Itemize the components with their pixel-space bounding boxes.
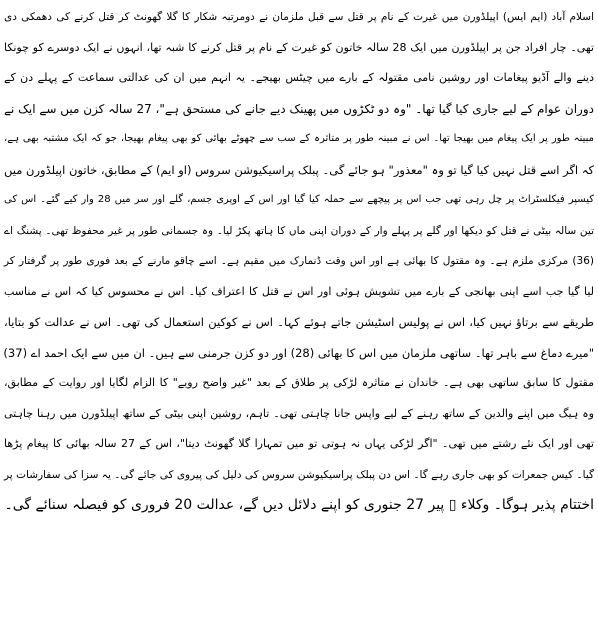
article-line: دوران عوام کے لیے جاری کیا گیا تھا۔ "وہ دو ٹکڑوں میں پھینک دیے جانے کی مستحق ہے"، 27 سالہ کزن میں سے ایک نے	[3, 101, 594, 116]
article-line: لیا گیا جب اسے اپنی بھانجی کے بارے میں تشویش ہوئی اور اس نے قتل کا اعتراف کیا۔ اس نے محسوس کیا کہ اس نے مناسب	[4, 284, 594, 298]
article-line: طریقے سے برتاؤ نہیں کیا، اس نے پولیس اسٹیشن جاتے ہوئے کہا۔ اس نے کوکین استعمال کی تھی۔ اس نے عدالت کو بتایا،	[4, 315, 594, 329]
article-line: مقتول کا سابق ساتھی بھی ہے۔ خاندان نے متاثرہ لڑکی پر طلاق کے بعد "غیر واضح رویے" کا الزام لگایا اور روایت کے مطابق،	[4, 376, 594, 389]
article-line: اسلام آباد (ایم ایس) اپیلڈورن میں غیرت کے نام پر قتل سے قبل ملزمان نے دومرتبہ شکار کا گلا گھونٹ کر قتل کرنے کی دھمکی دی	[4, 11, 594, 23]
article-line: کیسپر فیکلسٹراٹ پر چل رہی تھی جب اس پر پیچھے سے حملہ کیا گیا اور اس کے اوپری جسم، گلے اور سر میں 28 وار کیے گئے۔ اس کی	[4, 194, 594, 205]
article-line: گیا۔ کیس جمعرات کو بھی جاری رہے گا۔ اس دن پبلک پراسیکیوشن سروس کی دلیل کی پیروی کی جائے گی۔ یہ سزا کی سفارشات پر	[4, 468, 594, 481]
article-line: "میرے دماغ سے باہر تھا۔ ساتھی ملزمان میں اس کا بھائی (28) اور دو کزن جرمنی سے ہیں۔ ان میں سے ایک احمد اے (37)	[3, 345, 594, 360]
article-line: (36) مرکزی ملزم ہے۔ وہ مقتول کا بھائی ہے اور اس وقت ڈنمارک میں مقیم ہے۔ اسے چاقو مارنے کے بعد فوری طور پر گرفتار کر	[4, 255, 594, 267]
article-line: کہ اگر اسے قتل نہیں کیا گیا تو وہ "معذور" ہو جائے گی۔ پبلک پراسیکیوشن سروس (او ایم) کے مطابق، خاتون اپیلڈورن میں	[4, 162, 594, 177]
article-line: تین سالہ بیٹی نے قتل کو دیکھا اور گلے پر پہلے وار کے دوران اپنی ماں کا ہاتھ پکڑ لیا۔ وہ جسمانی طور پر غیر محفوظ تھی۔ پشنگ اے	[4, 224, 594, 237]
article-line: تھی۔ چار افراد جن پر اپیلڈورن میں ایک 28 سالہ خاتون کو غیرت کے نام پر قتل کرنے کا شبہ تھا، انہوں نے ایک دوسرے کو چونکا	[4, 40, 594, 54]
article-line: مبینہ طور پر ایک پیغام میں بھیجا تھا۔ اس نے مبینہ طور پر متاثرہ کے سب سے چھوٹے بھائی کو بھی پیغام بھیجا، جو کہ ایک مشتبہ بھی ہے،	[4, 133, 594, 144]
article-line: دینے والے آڈیو پیغامات اور روشین نامی مقتولہ کے بارے میں چیٹس بھیجے۔ یہ انہم میں ان کی عدالتی سماعت کے پہلے دن کے	[4, 71, 594, 84]
article-line: وہ ہیگ میں اپنے والدین کے ساتھ رہنے کے لیے واپس جانا چاہتی تھی۔ تاہم، روشین اپنی بیٹی کے ساتھ اپیلڈورن میں رہنا چاہتی	[4, 406, 594, 420]
article-line: اختتام پذیر ہوگا۔ وکلاء ▯ پیر 27 جنوری کو اپنے دلائل دیں گے، عدالت 20 فروری کو فیصلہ سنائے گی۔	[4, 497, 594, 513]
article-line: تھی اور ایک نئے رشتے میں تھی۔ "اگر لڑکی یہاں نہ ہوتی تو میں تمہارا گلا گھونٹ دیتا"، اس کے 27 سالہ بھائی کا پیغام پڑھا	[4, 437, 594, 450]
